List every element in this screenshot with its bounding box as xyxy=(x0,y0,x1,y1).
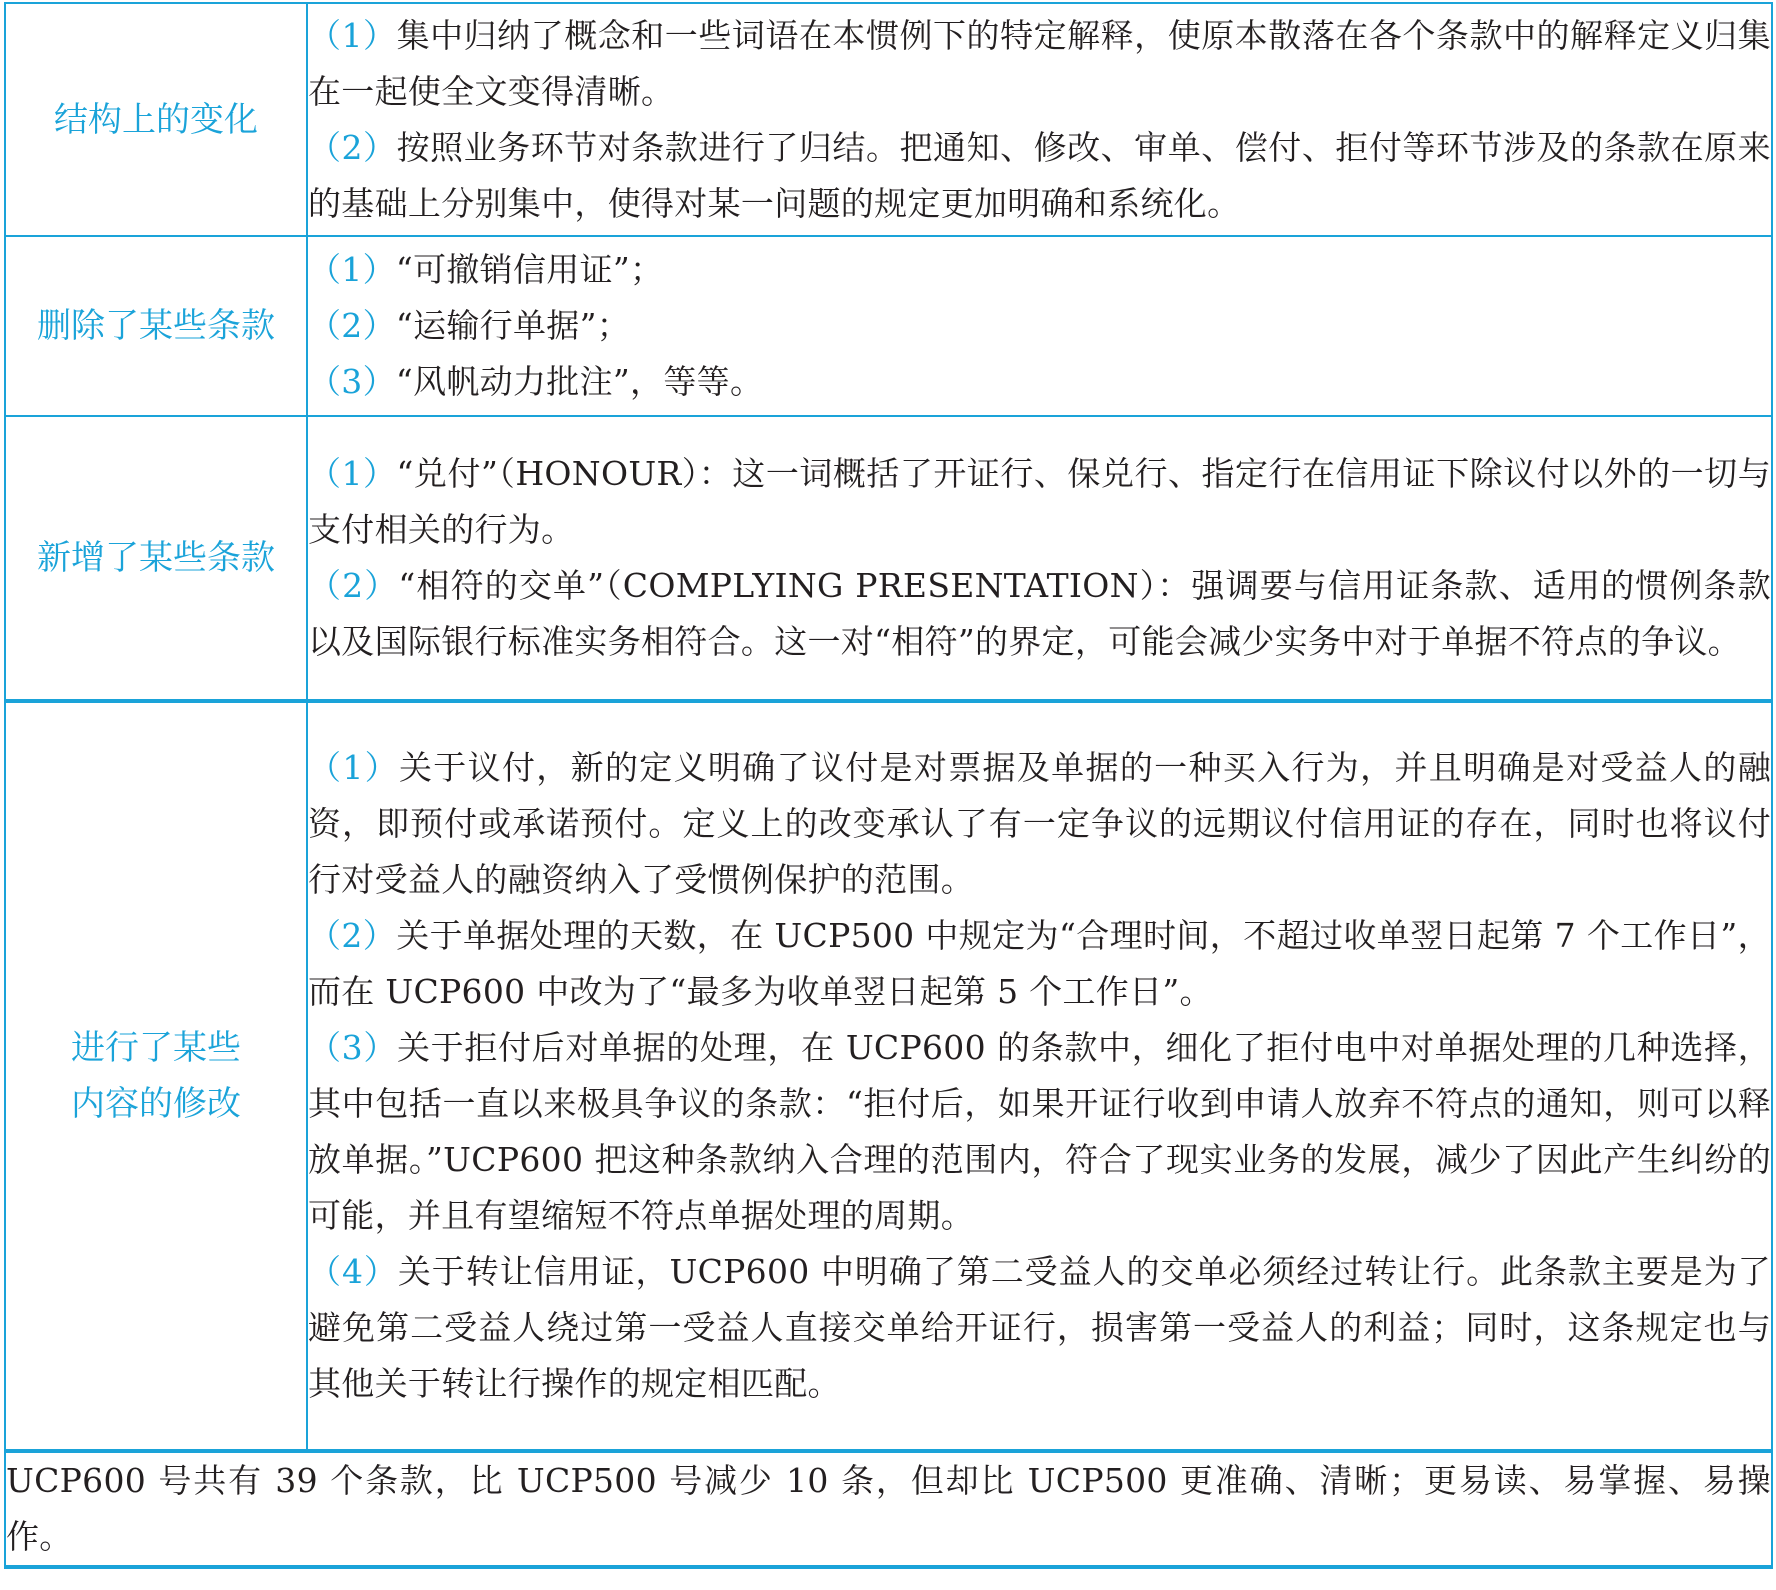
row-content-modified xyxy=(307,701,1772,1451)
list-item xyxy=(308,354,1771,410)
item-number: （1） xyxy=(308,250,396,289)
item-text: 关于拒付后对单据的处理，在 UCP600 的条款中，细化了拒付电中对单据处理的几种选择，其中包括一直以来极具争议的条款：“拒付后，如果开证行收到申请人放弃不符点的通知，则可以释放单据。”UCP600 把这种条款纳入合理的范围内，符合了现实业务的发展，减少了因此产生纠纷的可能，并且有望缩短不符点单据处理的周期。 xyxy=(308,1028,1771,1235)
item-number: （4） xyxy=(308,1252,398,1291)
row-label-line: 内容的修改 xyxy=(71,1084,241,1124)
table-row-summary xyxy=(5,1451,1772,1567)
list-item xyxy=(308,446,1771,558)
item-text: “运输行单据”； xyxy=(395,306,631,345)
list-item xyxy=(308,298,1771,354)
table-row-structure xyxy=(5,3,1772,236)
item-number: （1） xyxy=(308,454,397,493)
row-content-added xyxy=(307,416,1772,701)
row-content-deleted xyxy=(307,236,1772,416)
row-label-deleted: 删除了某些条款 xyxy=(5,236,307,416)
item-number: （2） xyxy=(308,306,396,345)
item-number: （3） xyxy=(308,362,396,401)
row-label-added: 新增了某些条款 xyxy=(5,416,307,701)
item-text: “兑付”（HONOUR）：这一词概括了开证行、保兑行、指定行在信用证下除议付以外的一切与支付相关的行为。 xyxy=(308,454,1771,549)
table-row-modified xyxy=(5,701,1772,1451)
item-text: “风帆动力批注”，等等。 xyxy=(395,362,764,401)
table-row-added xyxy=(5,416,1772,701)
list-item xyxy=(308,908,1771,1020)
item-text: 按照业务环节对条款进行了归结。把通知、修改、审单、偿付、拒付等环节涉及的条款在原来的基础上分别集中，使得对某一问题的规定更加明确和系统化。 xyxy=(308,127,1771,223)
item-text: 关于议付，新的定义明确了议付是对票据及单据的一种买入行为，并且明确是对受益人的融资，即预付或承诺预付。定义上的改变承认了有一定争议的远期议付信用证的存在，同时也将议付行对受益人的融资纳入了受惯例保护的范围。 xyxy=(308,748,1771,899)
item-number: （2） xyxy=(308,127,397,167)
list-item xyxy=(308,242,1771,298)
item-text: 关于单据处理的天数，在 UCP500 中规定为“合理时间，不超过收单翌日起第 7 个工作日”，而在 UCP600 中改为了“最多为收单翌日起第 5 个工作日”。 xyxy=(308,916,1771,1011)
list-item xyxy=(308,120,1771,232)
item-number: （1） xyxy=(308,748,399,787)
item-text: 关于转让信用证，UCP600 中明确了第二受益人的交单必须经过转让行。此条款主要是为了避免第二受益人绕过第一受益人直接交单给开证行，损害第一受益人的利益；同时，这条规定也与其他关于转让行操作的规定相匹配。 xyxy=(308,1252,1771,1403)
list-item xyxy=(308,1244,1771,1412)
item-text: “可撤销信用证”； xyxy=(395,250,664,289)
row-label-line: 进行了某些 xyxy=(71,1028,241,1068)
list-item xyxy=(308,740,1771,908)
comparison-table xyxy=(4,2,1773,1569)
list-item xyxy=(308,558,1771,670)
item-text: 集中归纳了概念和一些词语在本惯例下的特定解释，使原本散落在各个条款中的解释定义归集在一起使全文变得清晰。 xyxy=(308,15,1771,111)
item-text: “相符的交单”（COMPLYING PRESENTATION）：强调要与信用证条款、适用的惯例条款以及国际银行标准实务相符合。这一对“相符”的界定，可能会减少实务中对于单据不符点的争议。 xyxy=(308,566,1771,661)
summary-text: UCP600 号共有 39 个条款，比 UCP500 号减少 10 条，但却比 UCP500 更准确、清晰；更易读、易掌握、易操作。 xyxy=(5,1451,1772,1567)
table-row-deleted xyxy=(5,236,1772,416)
row-label-structure: 结构上的变化 xyxy=(5,3,307,236)
list-item xyxy=(308,8,1771,120)
row-label-modified xyxy=(5,701,307,1451)
list-item xyxy=(308,1020,1771,1244)
item-number: （2） xyxy=(308,916,397,955)
item-number: （2） xyxy=(308,566,399,605)
item-number: （1） xyxy=(308,15,397,55)
item-number: （3） xyxy=(308,1028,397,1067)
row-content-structure xyxy=(307,3,1772,236)
